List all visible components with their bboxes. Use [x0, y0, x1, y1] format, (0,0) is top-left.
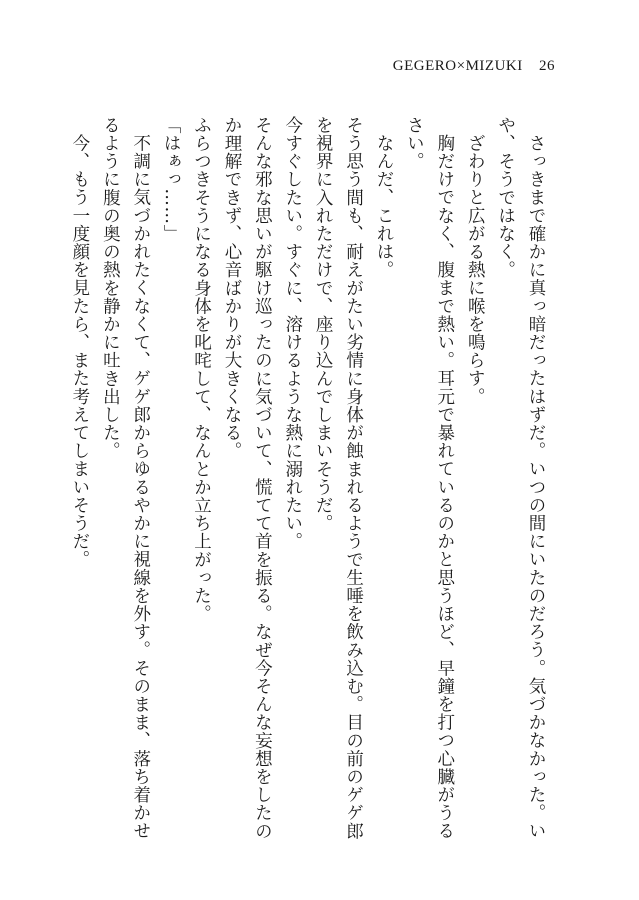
paragraph-8: ふらつきそうになる身体を叱咤して、なんとか立ち上がった。 [191, 116, 212, 623]
paragraph-9-dialogue: 「はぁっ……」 [161, 116, 182, 243]
paragraph-6: 今すぐしたい。すぐに、溶けるような熱に溺れたい。 [282, 116, 303, 551]
paragraph-7: そんな邪な思いが駆け巡ったのに気づいて、慌てて首を振る。なぜ今そんな妄想をしたのか理解できず、心音ばかりが大きくなる。 [221, 116, 273, 840]
paragraph-11: 今、もう一度顔を見たら、また考えてしまいそうだ。 [69, 133, 90, 568]
paragraph-4: なんだ、これは。 [373, 133, 394, 279]
paragraph-2: ざわりと広がる熱に喉を鳴らす。 [465, 133, 486, 405]
book-title: GEGERO×MIZUKI [392, 58, 523, 74]
paragraph-3: 胸だけでなく、腹まで熱い。耳元で暴れているのかと思うほど、早鐘を打つ心臓がうるさい。 [404, 116, 455, 840]
vertical-text-body [69, 116, 551, 842]
paragraph-5: そう思う間も、耐えがたい劣情に身体が蝕まれるようで生唾を飲み込む。目の前のゲゲ郎を視界に入れただけで、座り込んでしまいそうだ。 [313, 116, 364, 840]
page-number: 26 [539, 58, 555, 74]
running-header [393, 58, 555, 75]
paragraph-1: さっきまで確かに真っ暗だったはずだ。いつの間にいたのだろう。気づかなかった。いや、そうではなく。 [495, 116, 546, 840]
paragraph-10: 不調に気づかれたくなくて、ゲゲ郎からゆるやかに視線を外す。そのまま、落ち着かせるように腹の奥の熱を静かに吐き出した。 [100, 116, 151, 840]
